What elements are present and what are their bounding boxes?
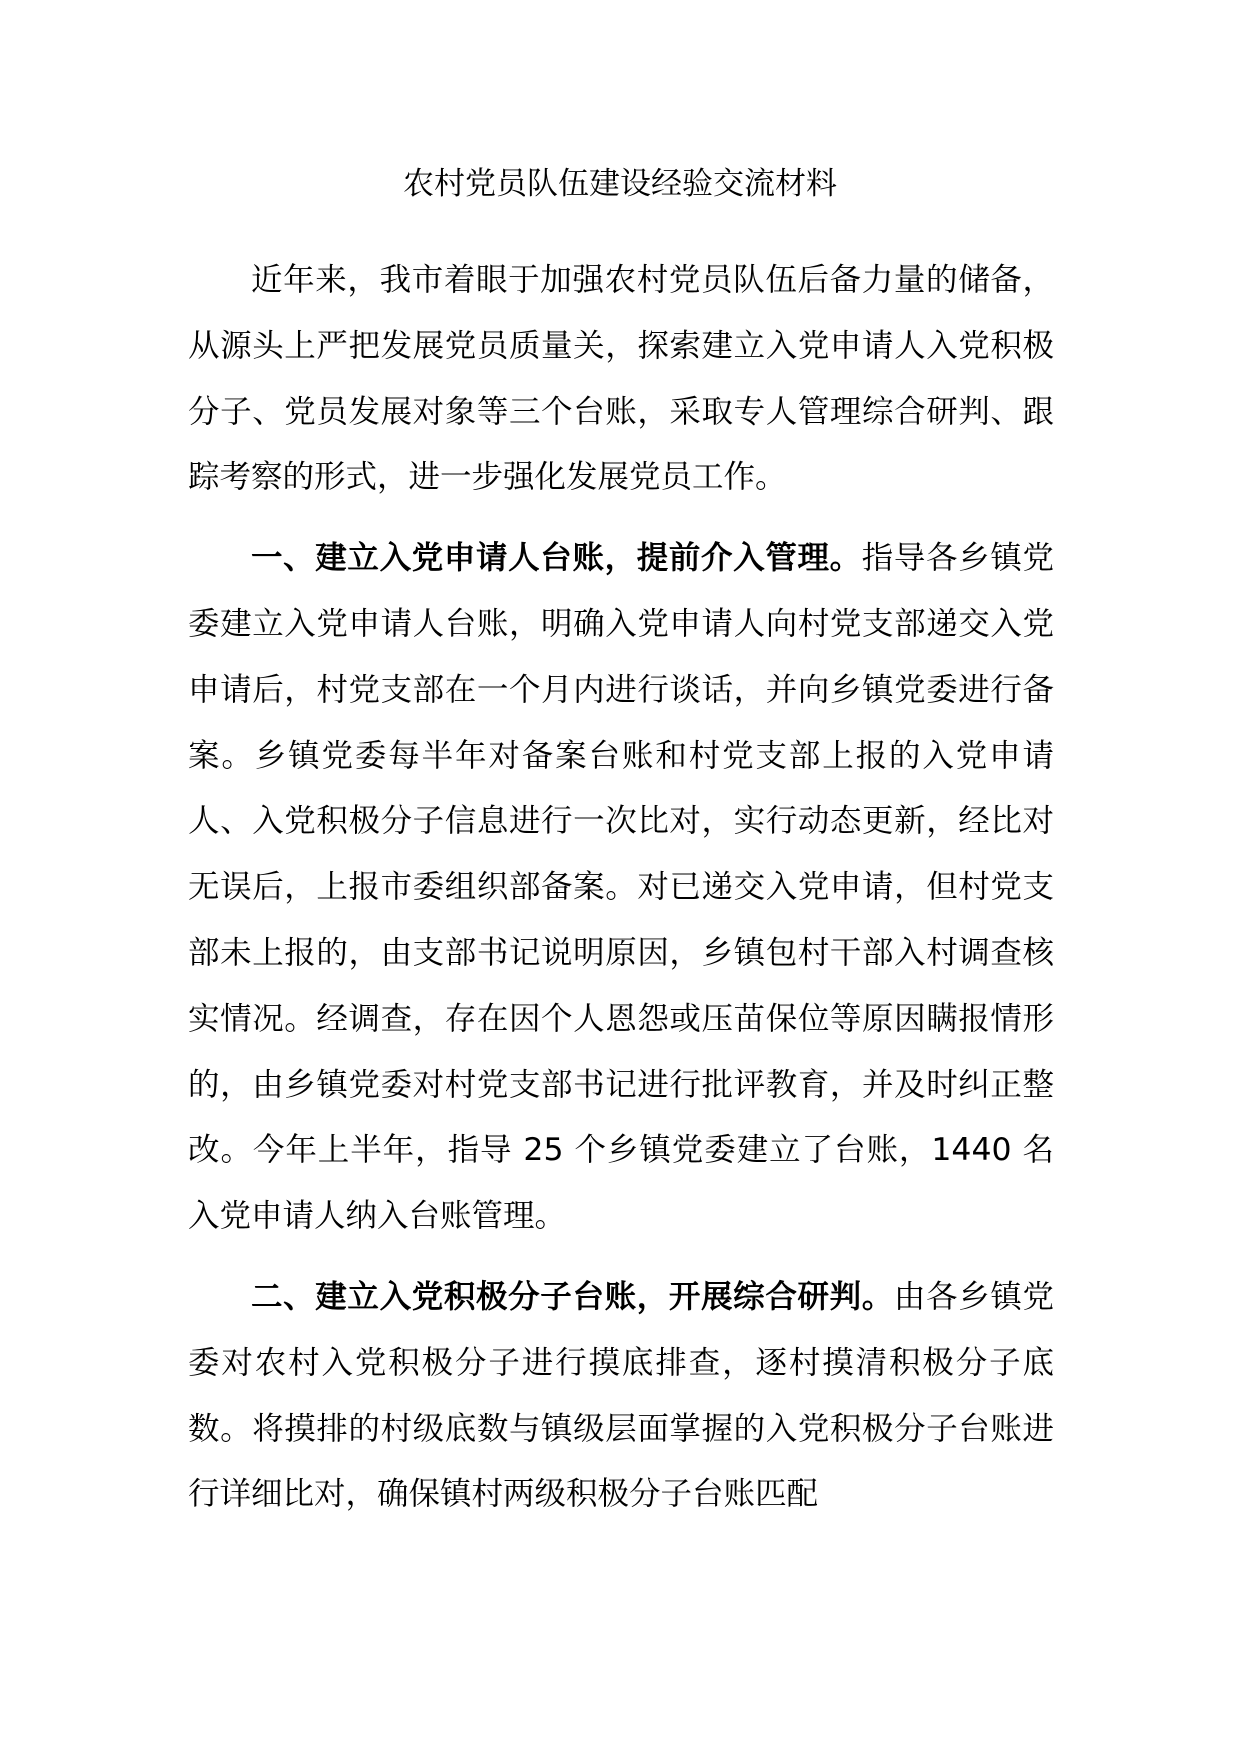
paragraph-intro-text: 近年来，我市着眼于加强农村党员队伍后备力量的储备，从源头上严把发展党员质量关，探索建立入党申请人入党积极分子、党员发展对象等三个台账，采取专人管理综合研判、跟踪考察的形式，进一步强化发展党员工作。: [188, 262, 1054, 496]
section-1-text: 指导各乡镇党委建立入党申请人台账，明确入党申请人向村党支部递交入党申请后，村党支部在一个月内进行谈话，并向乡镇党委进行备案。乡镇党委每半年对备案台账和村党支部上报的入党申请人、入党积极分子信息进行一次比对，实行动态更新，经比对无误后，上报市委组织部备案。对已递交入党申请，但村党支部未上报的，由支部书记说明原因，乡镇包村干部入村调查核实情况。经调查，存在因个人恩怨或压苗保位等原因瞒报情形的，由乡镇党委对村党支部书记进行批评教育，并及时纠正整改。今年上半年，指导 25 个乡镇党委建立了台账，1440 名入党申请人纳入台账管理。: [188, 540, 1054, 1235]
document-title: 农村党员队伍建设经验交流材料: [403, 166, 837, 202]
document-body: [188, 248, 1054, 1543]
paragraph-section-2: [188, 1265, 1054, 1528]
paragraph-intro: [188, 248, 1054, 511]
section-2-heading: 二、建立入党积极分子台账，开展综合研判。: [251, 1278, 894, 1315]
section-2-text: 由各乡镇党委对农村入党积极分子进行摸底排查，逐村摸清积极分子底数。将摸排的村级底数与镇级层面掌握的入党积极分子台账进行详细比对，确保镇村两级积极分子台账匹配: [188, 1278, 1054, 1513]
paragraph-section-1: [188, 526, 1054, 1250]
section-1-heading: 一、建立入党申请人台账，提前介入管理。: [251, 540, 862, 577]
